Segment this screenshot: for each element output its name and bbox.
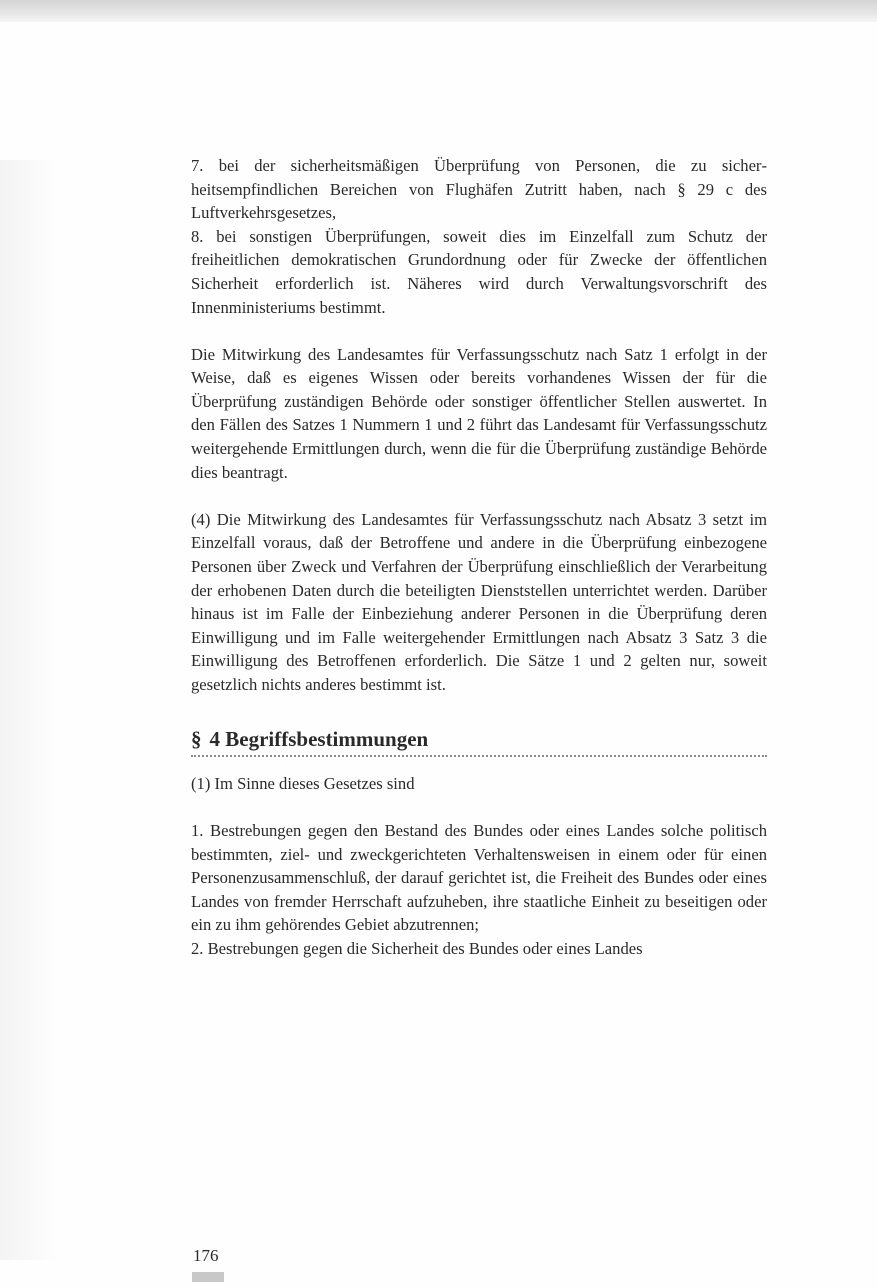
paragraph-gap xyxy=(191,796,767,820)
paragraph-mitwirkung: Die Mitwirkung des Landesamtes für Verfassungsschutz nach Satz 1 erfolgt in der Weise, daß es eigenes Wissen oder bereits vorhandenes Wissen der für die Überprüfung zuständigen Behörde oder sonstiger öffentlicher Stellen auswertet. In den Fällen des Satzes 1 Nummern 1 und 2 führt das Landesamt für Verfassungsschutz weitergehende Ermittlungen durch, wenn die für die Überprüfung zuständige Behörde dies beantragt. xyxy=(191,344,767,482)
section-intro: (1) Im Sinne dieses Gesetzes sind xyxy=(191,773,415,793)
list-item-7: 7. bei der sicherheitsmäßigen Überprüfung von Personen, die zu sicherheitsempfindlichen Bereichen von Flughäfen Zutritt haben, nach § 29 c des Luftverkehrsgesetzes, xyxy=(191,156,767,223)
paragraph-absatz-4: (4) Die Mitwirkung des Landesamtes für Verfassungsschutz nach Absatz 3 setzt im Einzelfall voraus, daß der Betroffene und andere in die Überprüfung einbezogene Personen über Zweck und Verfahren der Überprüfung einschließlich der Verarbeitung der erhobenen Daten durch die beteiligten Dienststellen unterrichtet werden. Darüber hinaus ist im Falle der Einbeziehung anderer Personen in die Überprüfung deren Einwilligung und im Falle weitergehender Ermittlungen nach Absatz 3 Satz 3 die Einwilligung des Betroffenen erforderlich. Die Sätze 1 und 2 gelten nur, soweit gesetzlich nichts anderes bestimmt ist. xyxy=(191,509,767,694)
list-item-8: 8. bei sonstigen Überprüfungen, soweit dies im Einzelfall zum Schutz der freiheitlichen demokratischen Grundordnung oder für Zwecke der öffentlichen Sicherheit erforderlich ist. Näheres wird durch Verwaltungsvorschrift des Innenministeriums bestimmt. xyxy=(191,226,767,317)
section-title: 4 Begriffsbestimmungen xyxy=(209,726,429,751)
page-tab-marker xyxy=(192,1272,224,1282)
definition-item-1: 1. Bestrebungen gegen den Bestand des Bundes oder eines Landes solche politisch bestimmten, ziel- und zweckgerichteten Verhaltensweisen in einem oder für einen Personenzusammenschluß, der darauf gerichtet ist, die Freiheit des Bundes oder eines Landes von fremder Herrschaft aufzuheben, ihre staatliche Einheit zu beseitigen oder ein zu ihm gehörendes Gebiet abzutrennen; xyxy=(191,821,767,935)
paragraph-gap xyxy=(191,696,767,720)
page-number: 176 xyxy=(193,1246,219,1265)
scan-top-border xyxy=(0,0,877,22)
paragraph-gap xyxy=(191,484,767,508)
scan-gutter-shadow xyxy=(0,160,60,1260)
definition-item-2: 2. Bestrebungen gegen die Sicherheit des Bundes oder eines Landes xyxy=(191,939,643,959)
section-symbol: § xyxy=(191,726,202,751)
heading-gap xyxy=(191,757,767,772)
paragraph-gap xyxy=(191,319,767,343)
section-heading xyxy=(191,720,767,757)
page-body xyxy=(191,154,767,961)
